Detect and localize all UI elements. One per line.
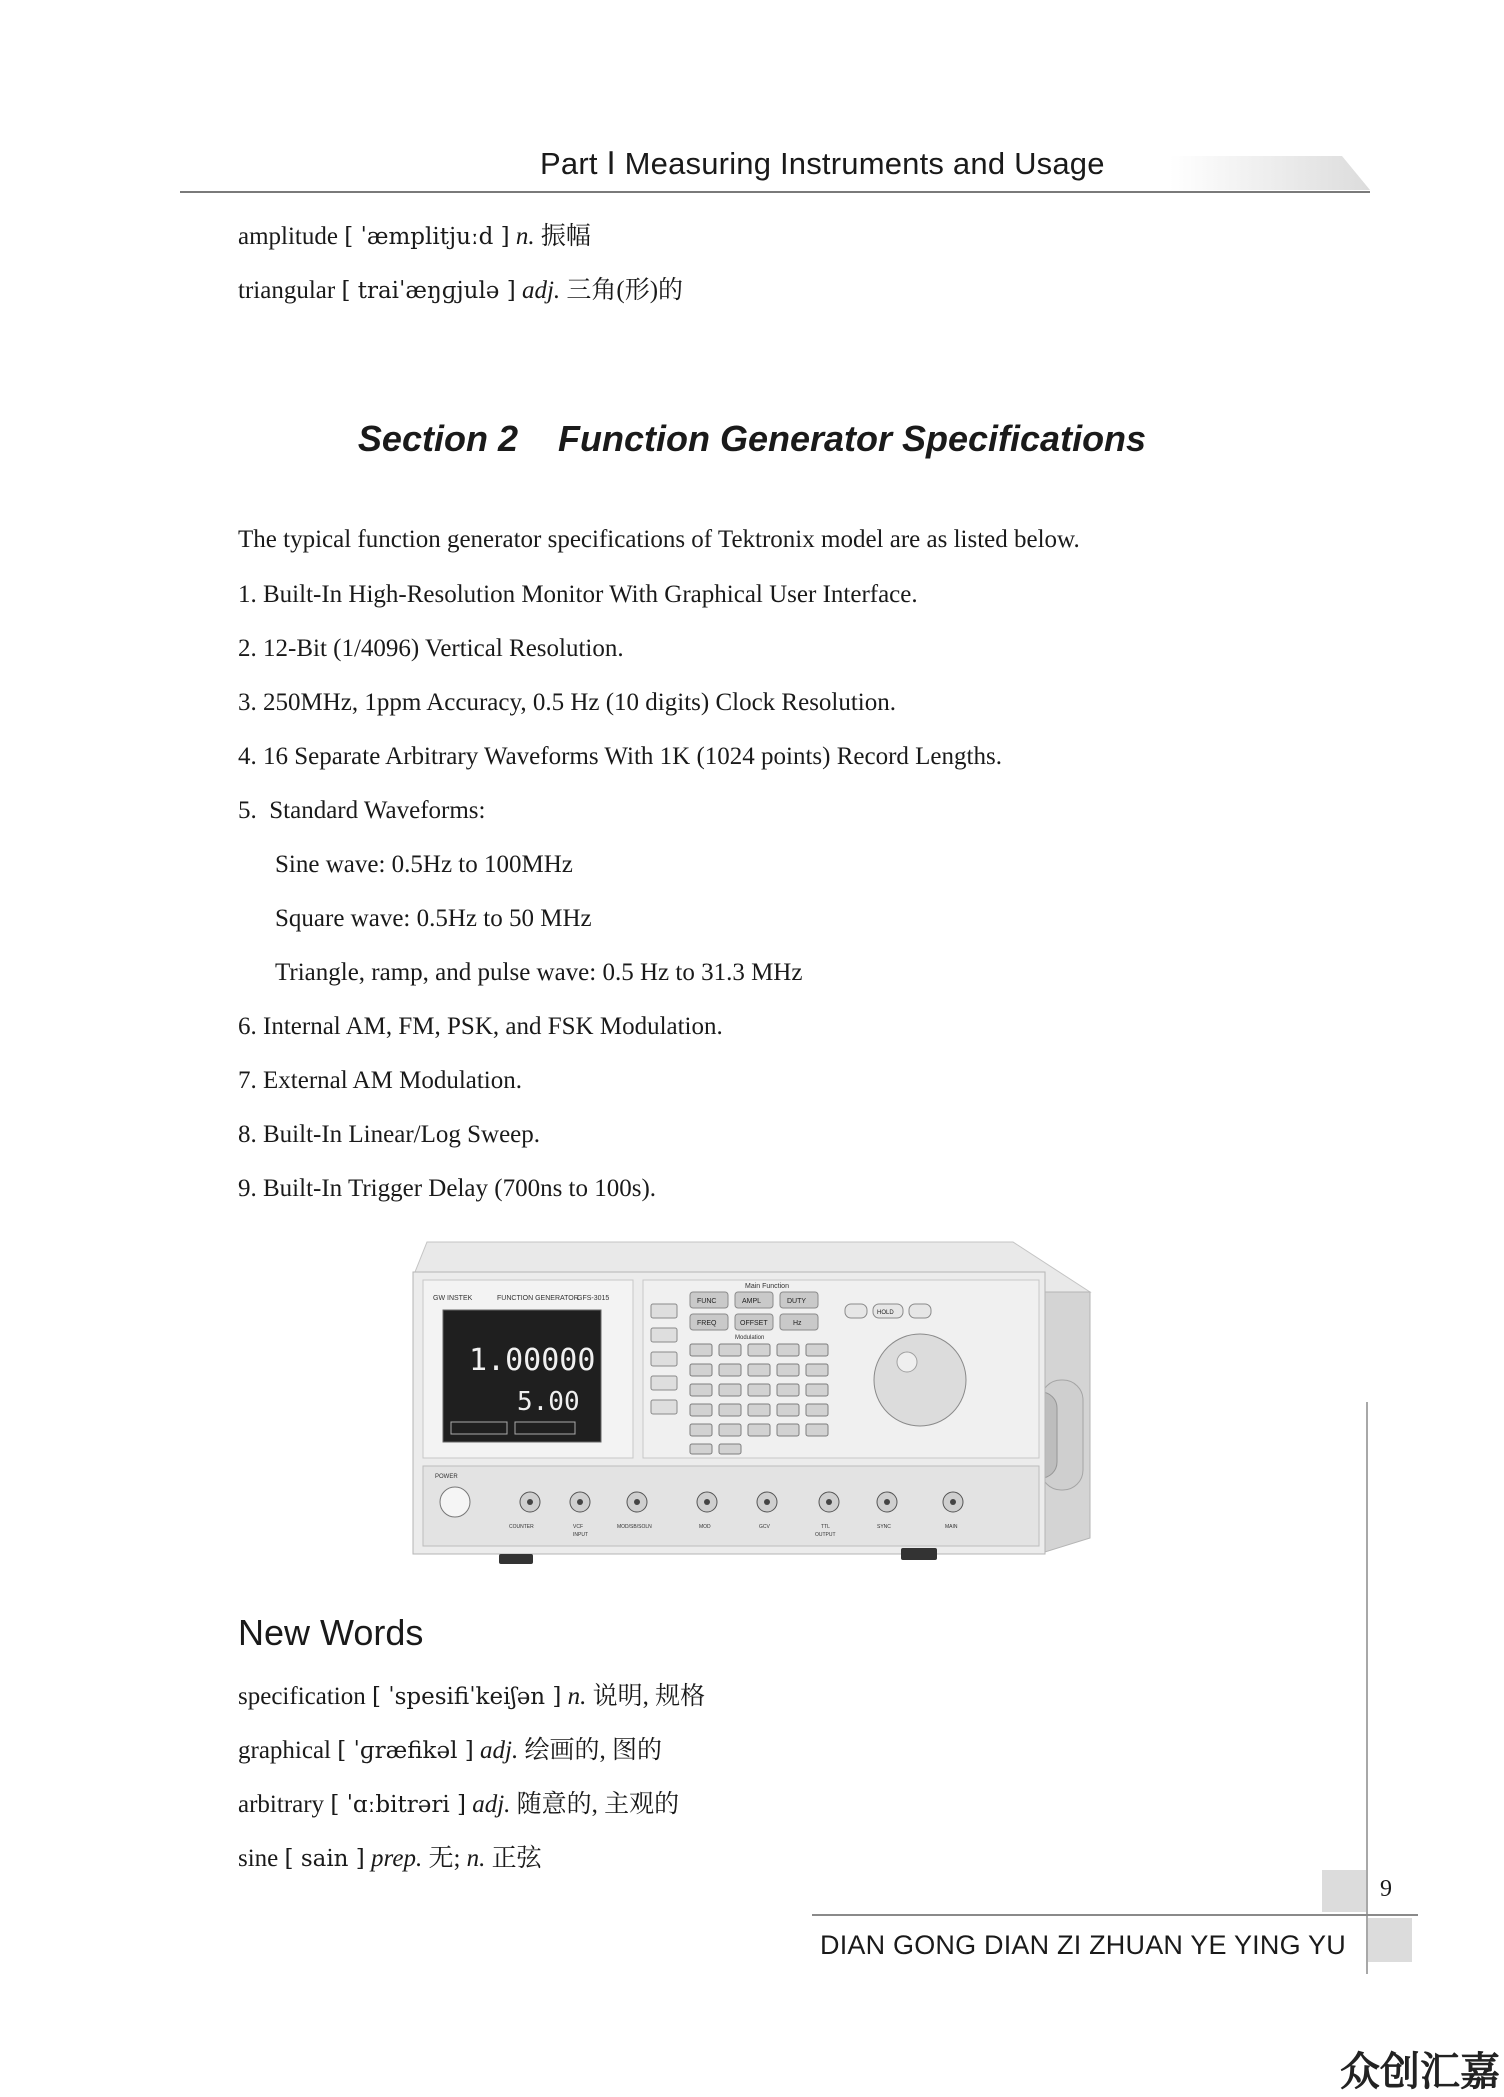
power-label: POWER [435,1474,458,1480]
page-number: 9 [1380,1876,1392,1902]
model-caption: FUNCTION GENERATOR [497,1295,579,1302]
footer-gray-block [1322,1870,1366,1912]
new-words-heading: New Words [238,1612,424,1653]
spec-item-1: 1. Built-In High-Resolution Monitor With Graphical User Interface. [238,581,918,608]
gcv-label: GCV [759,1524,770,1530]
spec-item-5-sine: Sine wave: 0.5Hz to 100MHz [275,851,573,878]
spec-item-8: 8. Built-In Linear/Log Sweep. [238,1121,541,1148]
display-main-reading: 1.00000 [469,1343,596,1378]
vocab-meaning: 三角(形)的 [566,277,684,304]
right-foot [901,1548,937,1560]
main-function-label: Main Function [745,1283,789,1290]
left-foot [499,1554,533,1564]
vocab-entry-amplitude [238,221,591,253]
header-gradient-bar [1170,156,1370,190]
footer-rule [812,1914,1418,1916]
footer-gray-block-lower [1368,1918,1412,1962]
display-sub-reading: 5.00 [517,1387,580,1417]
knob-dimple [897,1352,917,1372]
vocab-word: specification [238,1683,366,1710]
spec-item-5-triangle: Triangle, ramp, and pulse wave: 0.5 Hz to 31.3 MHz [275,959,803,986]
mod-sb-label: MOD/SB/SOLN [617,1524,652,1530]
vocab-meaning: 随意的, 主观的 [516,1791,680,1818]
vocab-pos: adj. [521,277,561,304]
right-arrow-button [909,1304,931,1318]
hold-label: HOLD [877,1310,894,1316]
vocab-entry-sine [238,1843,542,1875]
func-key-label: FUNC [697,1298,717,1305]
vocab-entry-graphical [238,1735,662,1767]
left-arrow-button [845,1304,867,1318]
vocab-meaning: 绘画的, 图的 [524,1737,662,1764]
spec-item-6: 6. Internal AM, FM, PSK, and FSK Modulation. [238,1013,723,1040]
vocab-word: graphical [238,1737,332,1764]
mod-label: MOD [699,1524,711,1530]
function-generator-photo [405,1230,1100,1570]
sync-label: SYNC [877,1524,891,1530]
vocab-meaning-2: 正弦 [491,1845,542,1872]
spec-item-7: 7. External AM Modulation. [238,1067,522,1094]
vocab-pos: n. [515,223,535,250]
vocab-ipa: [ sain ] [284,1846,365,1872]
vocab-pos: n. [567,1683,587,1710]
vocab-word: amplitude [238,223,338,250]
corner-watermark: 众创汇嘉 [1340,2050,1500,2094]
ttl-label: TTL [821,1524,830,1530]
vocab-pos: adj. [472,1791,511,1818]
model-number: GFS-3015 [577,1295,610,1302]
vocab-ipa: [ traiˈæŋɡjulə ] [341,278,516,304]
vcf-label: VCF [573,1524,583,1530]
freq-key-label: FREQ [697,1320,717,1327]
spec-item-9: 9. Built-In Trigger Delay (700ns to 100s). [238,1175,657,1202]
header-rule [180,191,1370,193]
ampl-key-label: AMPL [742,1298,762,1305]
vocab-word: sine [238,1845,279,1872]
vocab-ipa: [ ˈspesifiˈkeiʃən ] [371,1684,562,1710]
vocab-entry-triangular [238,275,683,307]
rotary-knob [874,1334,966,1426]
offset-key-label: OFFSET [740,1320,768,1327]
vocab-entry-specification [238,1681,705,1713]
spec-item-5-square: Square wave: 0.5Hz to 50 MHz [275,905,592,932]
vocab-ipa: [ ˈɡræfikəl ] [337,1738,474,1764]
vocab-entry-arbitrary [238,1789,679,1821]
vocab-ipa: [ ˈæmplitjuːd ] [344,224,510,250]
modulation-label: Modulation [735,1335,765,1341]
duty-key-label: DUTY [787,1298,807,1305]
vocab-meaning: 无; [428,1845,461,1872]
main-label: MAIN [945,1524,958,1530]
vocab-pos: prep. [371,1845,423,1872]
spec-item-5: 5. Standard Waveforms: [238,797,486,824]
footer-vertical-rule [1366,1402,1368,1974]
section-title: Section 2 Function Generator Specifications [357,418,1147,459]
power-switch [440,1487,470,1517]
spec-item-4: 4. 16 Separate Arbitrary Waveforms With 1K (1024 points) Record Lengths. [238,743,1002,770]
vocab-meaning: 振幅 [540,223,591,250]
spec-item-2: 2. 12-Bit (1/4096) Vertical Resolution. [238,635,624,662]
hz-key-label: Hz [793,1320,802,1327]
vocab-pos: adj. [480,1737,519,1764]
input-label: INPUT [573,1532,588,1538]
brand-label: GW INSTEK [433,1295,473,1302]
vocab-ipa: [ ˈɑːbitrəri ] [330,1792,466,1818]
spec-item-3: 3. 250MHz, 1ppm Accuracy, 0.5 Hz (10 digits) Clock Resolution. [238,689,897,716]
vocab-pos-2: n. [466,1845,486,1872]
output-label: OUTPUT [815,1532,836,1538]
running-header-title: Part Ⅰ Measuring Instruments and Usage [540,146,1105,181]
vocab-meaning: 说明, 规格 [592,1683,706,1710]
vocab-word: arbitrary [238,1791,325,1818]
counter-label: COUNTER [509,1524,534,1530]
vocab-word: triangular [238,277,336,304]
footer-running-title: DIAN GONG DIAN ZI ZHUAN YE YING YU [820,1930,1346,1960]
intro-paragraph: The typical function generator specifications of Tektronix model are as listed below. [238,526,1080,553]
